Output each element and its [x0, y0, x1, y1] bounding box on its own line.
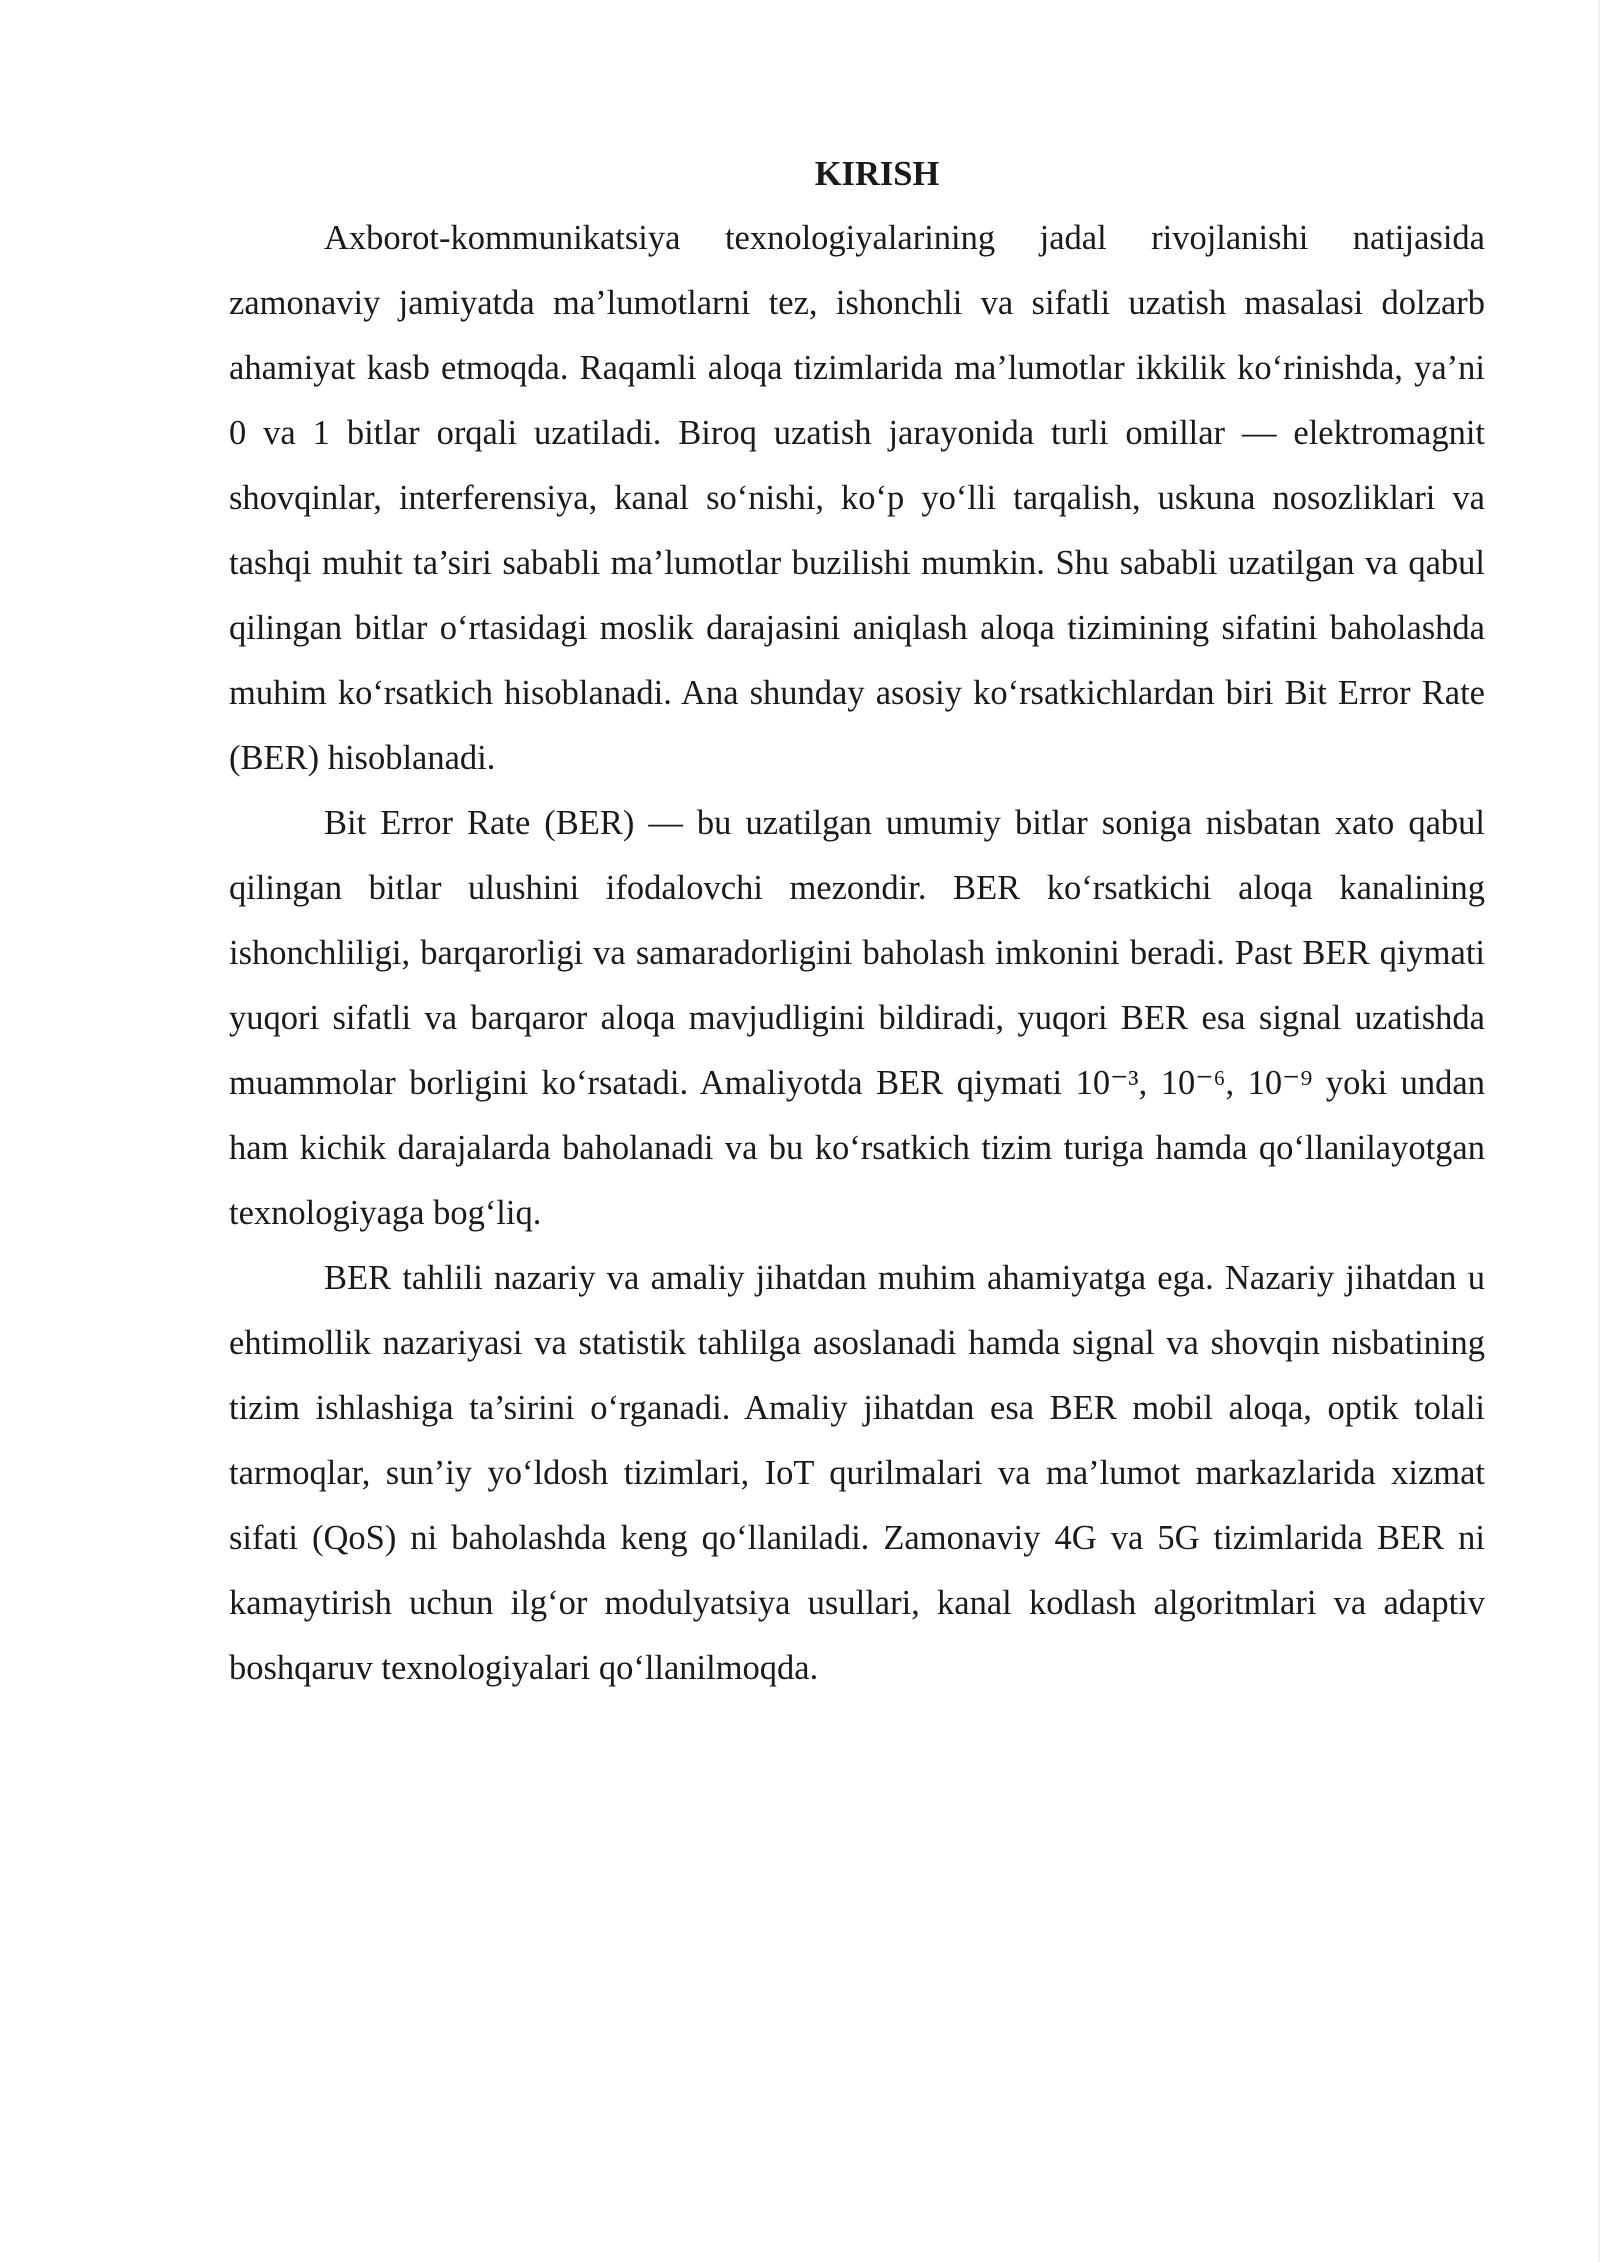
document-body [229, 148, 1485, 1701]
paragraph-1: Axborot-kommunikatsiya texnologiyalarining jadal rivojlanishi natijasida zamonaviy jamiyatda ma’lumotlarni tez, ishonchli va sifatli uzatish masalasi dolzarb ahamiyat kasb etmoqda. Raqamli aloqa tizimlarida ma’lumotlar ikkilik ko‘rinishda, ya’ni 0 va 1 bitlar orqali uzatiladi. Biroq uzatish jarayonida turli omillar — elektromagnit shovqinlar, interferensiya, kanal so‘nishi, ko‘p yo‘lli tarqalish, uskuna nosozliklari va tashqi muhit ta’siri sababli ma’lumotlar buzilishi mumkin. Shu sababli uzatilgan va qabul qilingan bitlar o‘rtasidagi moslik darajasini aniqlash aloqa tizimining sifatini baholashda muhim ko‘rsatkich hisoblanadi. Ana shunday asosiy ko‘rsatkichlardan biri Bit Error Rate (BER) hisoblanadi. [229, 219, 1485, 777]
paragraph-3: BER tahlili nazariy va amaliy jihatdan muhim ahamiyatga ega. Nazariy jihatdan u ehtimollik nazariyasi va statistik tahlilga asoslanadi hamda signal va shovqin nisbatining tizim ishlashiga ta’sirini o‘rganadi. Amaliy jihatdan esa BER mobil aloqa, optik tolali tarmoqlar, sun’iy yo‘ldosh tizimlari, IoT qurilmalari va ma’lumot markazlarida xizmat sifati (QoS) ni baholashda keng qo‘llaniladi. Zamonaviy 4G va 5G tizimlarida BER ni kamaytirish uchun ilg‘or modulyatsiya usullari, kanal kodlash algoritmlari va adaptiv boshqaruv texnologiyalari qo‘llanilmoqda. [229, 1259, 1485, 1687]
page-title: KIRISH [814, 155, 940, 193]
paragraph-2: Bit Error Rate (BER) — bu uzatilgan umumiy bitlar soniga nisbatan xato qabul qilingan bitlar ulushini ifodalovchi mezondir. BER ko‘rsatkichi aloqa kanalining ishonchliligi, barqarorligi va samaradorligini baholash imkonini beradi. Past BER qiymati yuqori sifatli va barqaror aloqa mavjudligini bildiradi, yuqori BER esa signal uzatishda muammolar borligini ko‘rsatadi. Amaliyotda BER qiymati 10⁻³, 10⁻⁶, 10⁻⁹ yoki undan ham kichik darajalarda baholanadi va bu ko‘rsatkich tizim turiga hamda qo‘llanilayotgan texnologiyaga bog‘liq. [229, 804, 1485, 1232]
